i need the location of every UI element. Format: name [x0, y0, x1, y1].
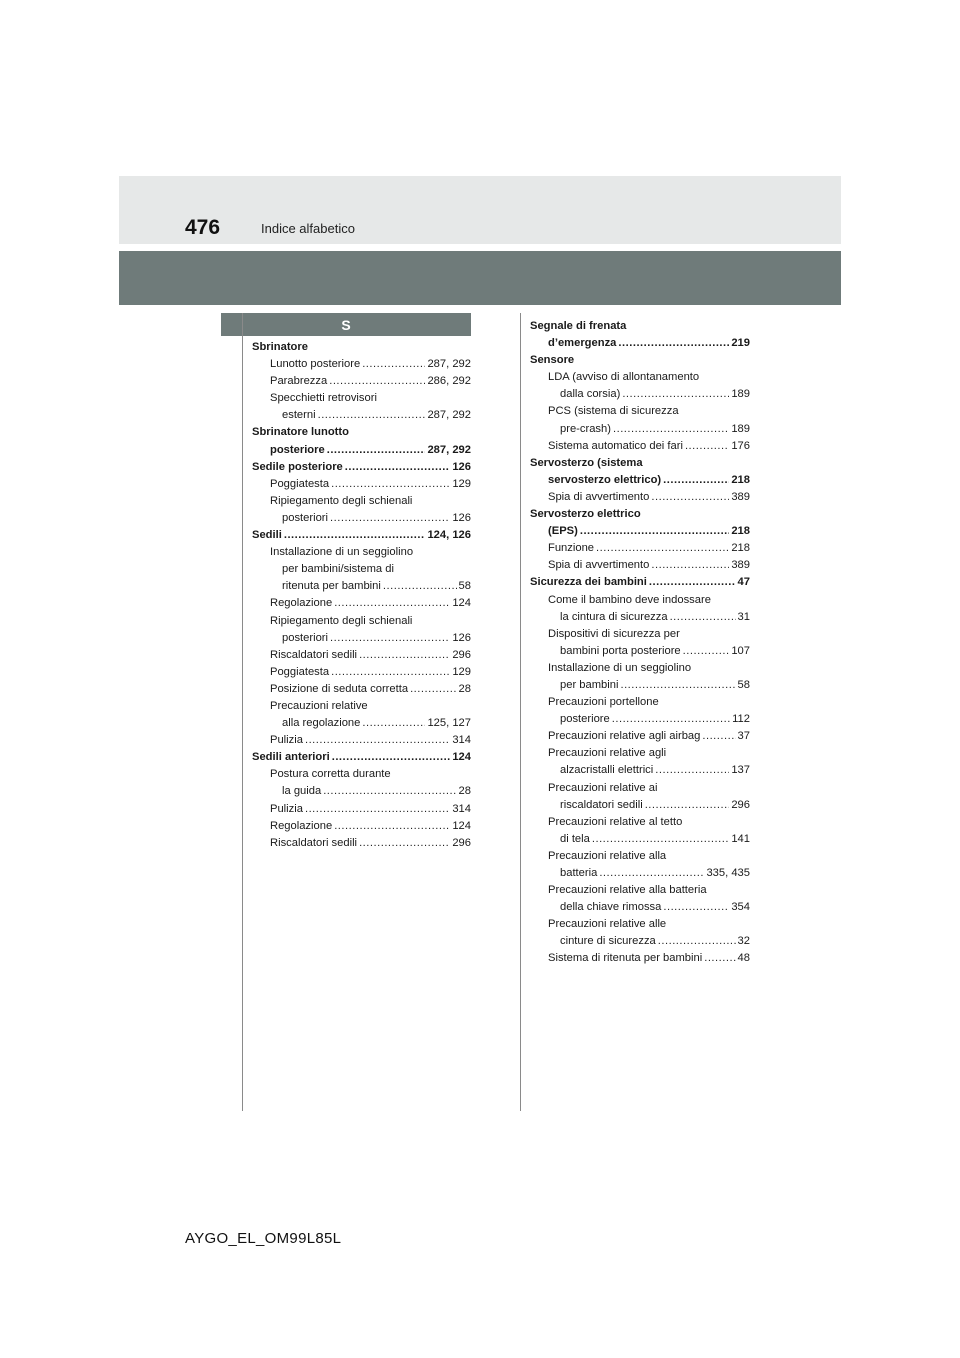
- index-entry-text: Pulizia: [270, 734, 303, 747]
- index-entry: [252, 749, 471, 766]
- index-entry: [252, 783, 471, 800]
- index-entry: [530, 455, 750, 472]
- index-entry: [252, 373, 471, 390]
- index-entry-text: servosterzo elettrico): [548, 473, 662, 486]
- dot-leader: [362, 715, 425, 732]
- index-entry: [530, 745, 750, 762]
- index-entry: [252, 442, 471, 459]
- index-entry: [530, 421, 750, 438]
- index-entry-text: Precauzioni relative alla: [548, 849, 667, 862]
- index-entry: [530, 403, 750, 420]
- index-entry-text: Regolazione: [270, 819, 333, 832]
- index-entry-text: ritenuta per bambini: [282, 580, 381, 593]
- index-entry: [530, 386, 750, 403]
- index-entry: [252, 818, 471, 835]
- index-entry: [530, 318, 750, 335]
- index-entry: [252, 698, 471, 715]
- header-band: [119, 176, 841, 244]
- index-entry-page: 125, 127: [427, 717, 471, 730]
- index-entry: [530, 643, 750, 660]
- index-column-left: [252, 339, 471, 852]
- dot-leader: [332, 749, 451, 766]
- index-entry: [530, 609, 750, 626]
- index-entry-text: Servosterzo elettrico: [530, 508, 641, 521]
- index-entry-page: 389: [731, 490, 750, 503]
- index-entry-page: 218: [731, 473, 750, 486]
- index-entry-page: 58: [458, 580, 471, 593]
- index-entry-page: 126: [452, 511, 471, 524]
- index-entry-text: Posizione di seduta corretta: [270, 682, 409, 695]
- index-entry: [530, 831, 750, 848]
- dot-leader: [596, 540, 729, 557]
- index-entry: [252, 476, 471, 493]
- index-entry-text: la guida: [282, 785, 322, 798]
- index-entry-page: 124: [452, 819, 471, 832]
- index-entry-text: della chiave rimossa: [560, 901, 662, 914]
- index-entry-text: Come il bambino deve indossare: [548, 593, 711, 606]
- header-dark-band: [119, 251, 841, 305]
- index-entry: [530, 489, 750, 506]
- index-entry-text: riscaldatori sedili: [560, 798, 643, 811]
- dot-leader: [410, 681, 456, 698]
- index-entry-text: pre-crash): [560, 422, 611, 435]
- index-entry-text: Sistema automatico dei fari: [548, 439, 683, 452]
- index-entry-text: Riscaldatori sedili: [270, 648, 358, 661]
- index-entry-text: d’emergenza: [548, 337, 617, 350]
- index-entry-page: 218: [731, 542, 750, 555]
- index-entry-page: 189: [731, 422, 750, 435]
- index-entry: [252, 715, 471, 732]
- index-entry-page: 28: [458, 682, 471, 695]
- index-entry-text: Parabrezza: [270, 375, 328, 388]
- index-entry: [252, 527, 471, 544]
- index-column-right: [530, 318, 750, 968]
- dot-leader: [599, 865, 704, 882]
- dot-leader: [284, 527, 426, 544]
- index-entry: [530, 694, 750, 711]
- index-entry-text: posteriore: [560, 713, 610, 726]
- index-entry-text: PCS (sistema di sicurezza: [548, 405, 679, 418]
- dot-leader: [702, 728, 735, 745]
- index-entry-text: Sedili anteriori: [252, 751, 330, 764]
- index-entry-text: Sedili: [252, 529, 282, 542]
- index-entry-page: 31: [737, 610, 750, 623]
- index-entry-text: Poggiatesta: [270, 665, 330, 678]
- dot-leader: [359, 835, 450, 852]
- index-entry-page: 129: [452, 665, 471, 678]
- index-entry-text: Sedile posteriore: [252, 460, 343, 473]
- index-entry: [530, 797, 750, 814]
- left-column-rule: [242, 313, 243, 1111]
- index-entry-page: 287, 292: [427, 409, 471, 422]
- index-entry-text: Precauzioni relative agli: [548, 747, 667, 760]
- index-entry: [530, 557, 750, 574]
- index-entry-text: alzacristalli elettrici: [560, 764, 654, 777]
- dot-leader: [620, 677, 735, 694]
- index-entry-text: Precauzioni relative alle: [548, 918, 667, 931]
- index-entry-text: di tela: [560, 832, 590, 845]
- index-entry: [530, 626, 750, 643]
- dot-leader: [383, 578, 457, 595]
- index-entry-text: Regolazione: [270, 597, 333, 610]
- dot-leader: [580, 523, 729, 540]
- index-entry-text: Dispositivi di sicurezza per: [548, 627, 680, 640]
- dot-leader: [331, 664, 450, 681]
- index-entry-page: 124: [452, 597, 471, 610]
- index-entry-text: Segnale di frenata: [530, 320, 627, 332]
- dot-leader: [327, 442, 426, 459]
- index-entry-page: 287, 292: [427, 443, 471, 456]
- index-entry-page: 47: [737, 576, 750, 589]
- index-entry-page: 141: [731, 832, 750, 845]
- index-entry: [252, 356, 471, 373]
- index-entry-text: Precauzioni portellone: [548, 696, 659, 709]
- dot-leader: [592, 831, 729, 848]
- index-entry-text: la cintura di sicurezza: [560, 610, 668, 623]
- index-entry-text: Precauzioni relative al tetto: [548, 815, 683, 828]
- index-entry: [530, 574, 750, 591]
- dot-leader: [651, 557, 729, 574]
- index-entry-text: cinture di sicurezza: [560, 935, 656, 948]
- index-entry: [252, 544, 471, 561]
- index-entry-text: batteria: [560, 867, 598, 879]
- index-entry-text: Sensore: [530, 354, 575, 367]
- index-entry: [252, 664, 471, 681]
- index-entry-page: 37: [737, 730, 750, 743]
- index-entry-page: 335, 435: [706, 867, 750, 879]
- index-entry-text: LDA (avviso di allontanamento: [548, 371, 700, 384]
- index-entry-page: 296: [452, 648, 471, 661]
- index-entry-text: Ripiegamento degli schienali: [270, 614, 413, 627]
- index-entry-text: Sicurezza dei bambini: [530, 576, 647, 589]
- index-entry: [530, 814, 750, 831]
- index-entry-text: Precauzioni relative agli airbag: [548, 730, 701, 743]
- index-entry: [530, 438, 750, 455]
- index-entry: [530, 352, 750, 369]
- index-entry-text: dalla corsia): [560, 388, 621, 401]
- index-entry-text: Installazione di un seggiolino: [548, 661, 692, 674]
- index-entry-page: 287, 292: [427, 358, 471, 371]
- index-entry: [530, 728, 750, 745]
- index-entry: [252, 407, 471, 424]
- index-entry-text: Sbrinatore lunotto: [252, 426, 349, 439]
- index-entry: [530, 933, 750, 950]
- index-entry: [252, 681, 471, 698]
- index-entry-page: 219: [731, 337, 750, 350]
- dot-leader: [683, 643, 730, 660]
- index-entry-page: 296: [731, 798, 750, 811]
- dot-leader: [362, 356, 425, 373]
- index-entry: [530, 780, 750, 797]
- index-entry-page: 48: [737, 952, 750, 965]
- index-entry: [252, 595, 471, 612]
- index-entry: [252, 390, 471, 407]
- index-entry-text: Precauzioni relative alla batteria: [548, 884, 707, 897]
- index-entry-text: Ripiegamento degli schienali: [270, 494, 413, 507]
- index-entry-page: 124, 126: [427, 529, 471, 542]
- index-entry: [252, 613, 471, 630]
- index-entry: [252, 801, 471, 818]
- index-entry: [530, 711, 750, 728]
- dot-leader: [618, 335, 729, 352]
- dot-leader: [670, 609, 736, 626]
- dot-leader: [622, 386, 729, 403]
- index-entry: [530, 540, 750, 557]
- index-entry: [252, 766, 471, 783]
- dot-leader: [331, 476, 450, 493]
- dot-leader: [663, 899, 729, 916]
- index-entry: [252, 510, 471, 527]
- dot-leader: [305, 732, 450, 749]
- index-entry-page: 176: [731, 439, 750, 452]
- index-entry-page: 389: [731, 559, 750, 572]
- index-entry-page: 189: [731, 388, 750, 401]
- index-entry-text: Pulizia: [270, 802, 303, 815]
- dot-leader: [329, 373, 425, 390]
- dot-leader: [305, 801, 450, 818]
- index-entry-page: 126: [452, 631, 471, 644]
- index-entry: [530, 848, 750, 865]
- dot-leader: [323, 783, 456, 800]
- section-letter: S: [221, 313, 471, 336]
- index-entry: [530, 677, 750, 694]
- index-entry: [530, 950, 750, 967]
- index-entry-text: Precauzioni relative: [270, 699, 368, 712]
- index-entry-page: 354: [731, 901, 750, 914]
- dot-leader: [651, 489, 729, 506]
- index-entry-text: posteriore: [270, 443, 325, 456]
- index-entry-page: 107: [731, 644, 750, 657]
- dot-leader: [334, 595, 450, 612]
- index-entry-page: 129: [452, 477, 471, 490]
- index-entry: [252, 493, 471, 510]
- index-entry: [252, 732, 471, 749]
- index-entry-text: Sistema di ritenuta per bambini: [548, 952, 703, 965]
- index-entry-page: 126: [452, 460, 471, 473]
- index-entry-page: 296: [452, 836, 471, 849]
- dot-leader: [318, 407, 426, 424]
- index-entry-page: 58: [737, 678, 750, 691]
- dot-leader: [704, 950, 735, 967]
- index-entry-page: 314: [452, 734, 471, 747]
- index-entry: [530, 506, 750, 523]
- dot-leader: [655, 762, 729, 779]
- dot-leader: [613, 421, 729, 438]
- dot-leader: [334, 818, 450, 835]
- index-entry: [252, 424, 471, 441]
- index-entry: [530, 882, 750, 899]
- index-entry-page: 286, 292: [427, 375, 471, 388]
- document-code: AYGO_EL_OM99L85L: [185, 1230, 342, 1247]
- index-entry: [252, 647, 471, 664]
- index-entry: [530, 472, 750, 489]
- index-entry-text: Specchietti retrovisori: [270, 392, 377, 405]
- index-entry-text: Servosterzo (sistema: [530, 456, 643, 469]
- index-entry-text: posteriori: [282, 511, 329, 524]
- dot-leader: [649, 574, 736, 591]
- dot-leader: [645, 797, 730, 814]
- index-entry-text: per bambini/sistema di: [282, 563, 394, 576]
- index-entry: [252, 561, 471, 578]
- index-entry: [252, 578, 471, 595]
- index-entry: [530, 369, 750, 386]
- index-entry-page: 28: [458, 785, 471, 798]
- index-entry-text: per bambini: [560, 678, 619, 691]
- index-entry-page: 137: [731, 764, 750, 777]
- index-entry: [530, 592, 750, 609]
- dot-leader: [612, 711, 730, 728]
- index-entry-text: bambini porta posteriore: [560, 644, 681, 657]
- page-number: 476: [185, 216, 221, 239]
- index-entry-text: Spia di avvertimento: [548, 490, 650, 503]
- index-entry-page: 218: [731, 525, 750, 538]
- index-entry-page: 32: [737, 935, 750, 948]
- index-entry-text: Precauzioni relative ai: [548, 781, 658, 794]
- index-entry-text: esterni: [282, 409, 316, 422]
- dot-leader: [345, 459, 451, 476]
- index-entry: [530, 762, 750, 779]
- index-entry: [530, 335, 750, 352]
- index-entry-text: Postura corretta durante: [270, 768, 391, 781]
- index-entry-page: 124: [452, 751, 471, 764]
- index-entry-text: Installazione di un seggiolino: [270, 546, 414, 559]
- section-title: Indice alfabetico: [261, 221, 355, 236]
- index-entry-text: Riscaldatori sedili: [270, 836, 358, 849]
- index-entry-text: Poggiatesta: [270, 477, 330, 490]
- index-entry: [530, 523, 750, 540]
- dot-leader: [685, 438, 729, 455]
- dot-leader: [330, 510, 450, 527]
- dot-leader: [663, 472, 729, 489]
- index-entry: [530, 916, 750, 933]
- index-entry: [252, 630, 471, 647]
- index-entry-page: 314: [452, 802, 471, 815]
- index-entry-page: 112: [732, 713, 750, 726]
- dot-leader: [359, 647, 450, 664]
- index-entry: [530, 899, 750, 916]
- index-entry-text: posteriori: [282, 631, 329, 644]
- index-entry: [530, 865, 750, 882]
- index-entry-text: Funzione: [548, 542, 595, 555]
- index-entry-text: Lunotto posteriore: [270, 358, 361, 371]
- index-entry-text: alla regolazione: [282, 717, 361, 730]
- dot-leader: [658, 933, 736, 950]
- dot-leader: [330, 630, 450, 647]
- index-entry-text: (EPS): [548, 525, 578, 538]
- index-entry-text: Spia di avvertimento: [548, 559, 650, 572]
- right-column-rule: [520, 313, 521, 1111]
- index-entry: [252, 339, 471, 356]
- index-entry: [252, 835, 471, 852]
- index-entry: [530, 660, 750, 677]
- index-entry-text: Sbrinatore: [252, 341, 308, 353]
- index-entry: [252, 459, 471, 476]
